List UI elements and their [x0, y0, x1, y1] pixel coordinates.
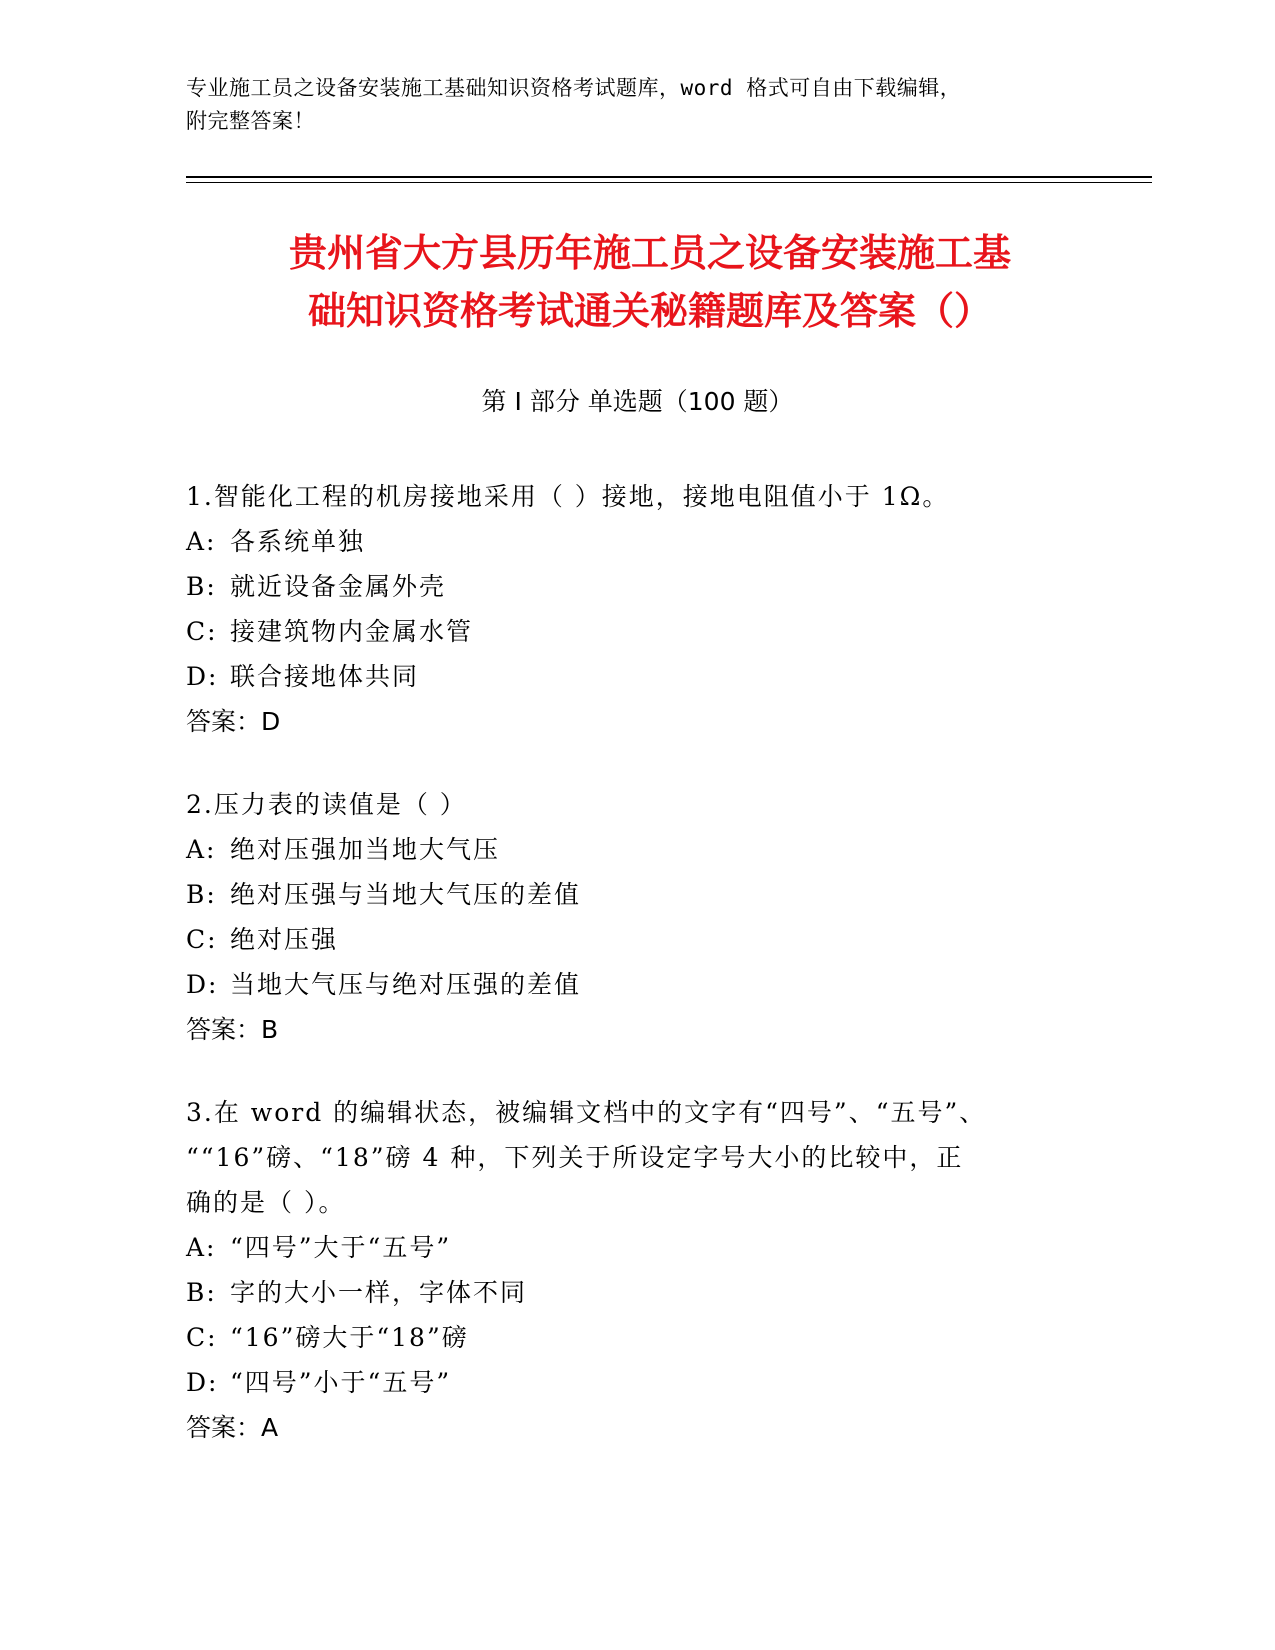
option-key: A: [186, 527, 217, 556]
option-c [186, 1315, 1086, 1360]
document-title-line-2: 础知识资格考试通关秘籍题库及答案（） [307, 289, 992, 333]
option-key: D: [186, 662, 219, 691]
option-key: B: [186, 880, 217, 909]
option-key: B: [186, 572, 217, 601]
answer-line: 答案：B [186, 1015, 279, 1044]
option-d [186, 962, 1086, 1007]
question-list [186, 474, 1086, 1488]
header-note-line-1: 专业施工员之设备安装施工基础知识资格考试题库，word 格式可自由下载编辑， [186, 76, 962, 100]
option-text: 字的大小一样，字体不同 [230, 1278, 528, 1307]
option-b [186, 564, 1086, 609]
option-a [186, 519, 1086, 564]
header-rule-thick [186, 176, 1152, 178]
question-stem: 1.智能化工程的机房接地采用（ ）接地，接地电阻值小于 1Ω。 [186, 482, 950, 511]
option-text: 当地大气压与绝对压强的差值 [230, 970, 582, 999]
document-title [200, 224, 1100, 340]
header-note-line-2: 附完整答案！ [186, 109, 315, 133]
question-stem-line-1: 3.在 word 的编辑状态，被编辑文档中的文字有“四号”、“五号”、 [186, 1098, 987, 1127]
option-key: A: [186, 835, 217, 864]
option-text: 联合接地体共同 [230, 662, 420, 691]
option-text: 绝对压强 [230, 925, 339, 954]
question-stem-line-2: ““16”磅、“18”磅 4 种，下列关于所设定字号大小的比较中，正 [186, 1143, 964, 1172]
option-text: 接建筑物内金属水管 [230, 617, 474, 646]
option-a [186, 1225, 1086, 1270]
option-key: C: [186, 617, 218, 646]
option-key: C: [186, 1323, 218, 1352]
option-text: 就近设备金属外壳 [230, 572, 447, 601]
option-key: B: [186, 1278, 217, 1307]
option-d [186, 654, 1086, 699]
option-c [186, 917, 1086, 962]
option-text: “四号”大于“五号” [230, 1233, 452, 1262]
option-a [186, 827, 1086, 872]
option-b [186, 872, 1086, 917]
option-text: “16”磅大于“18”磅 [230, 1323, 469, 1352]
answer-line: 答案：D [186, 707, 281, 736]
question-stem-line-3: 确的是（ ）。 [186, 1188, 346, 1217]
header-rule-thin [186, 182, 1152, 183]
document-title-line-1: 贵州省大方县历年施工员之设备安装施工基 [288, 231, 1011, 275]
question-2 [186, 782, 1086, 1052]
option-key: A: [186, 1233, 217, 1262]
option-key: D: [186, 970, 219, 999]
option-key: C: [186, 925, 218, 954]
option-d [186, 1360, 1086, 1405]
question-1 [186, 474, 1086, 744]
answer-line: 答案：A [186, 1413, 279, 1442]
option-text: 绝对压强与当地大气压的差值 [230, 880, 582, 909]
option-c [186, 609, 1086, 654]
question-3 [186, 1090, 1086, 1450]
option-b [186, 1270, 1086, 1315]
question-stem: 2.压力表的读值是（ ） [186, 790, 467, 819]
option-text: 各系统单独 [230, 527, 366, 556]
option-key: D: [186, 1368, 219, 1397]
option-text: 绝对压强加当地大气压 [230, 835, 501, 864]
section-title: 第 I 部分 单选题（100 题） [481, 387, 794, 416]
option-text: “四号”小于“五号” [230, 1368, 452, 1397]
header-note [186, 72, 1066, 138]
